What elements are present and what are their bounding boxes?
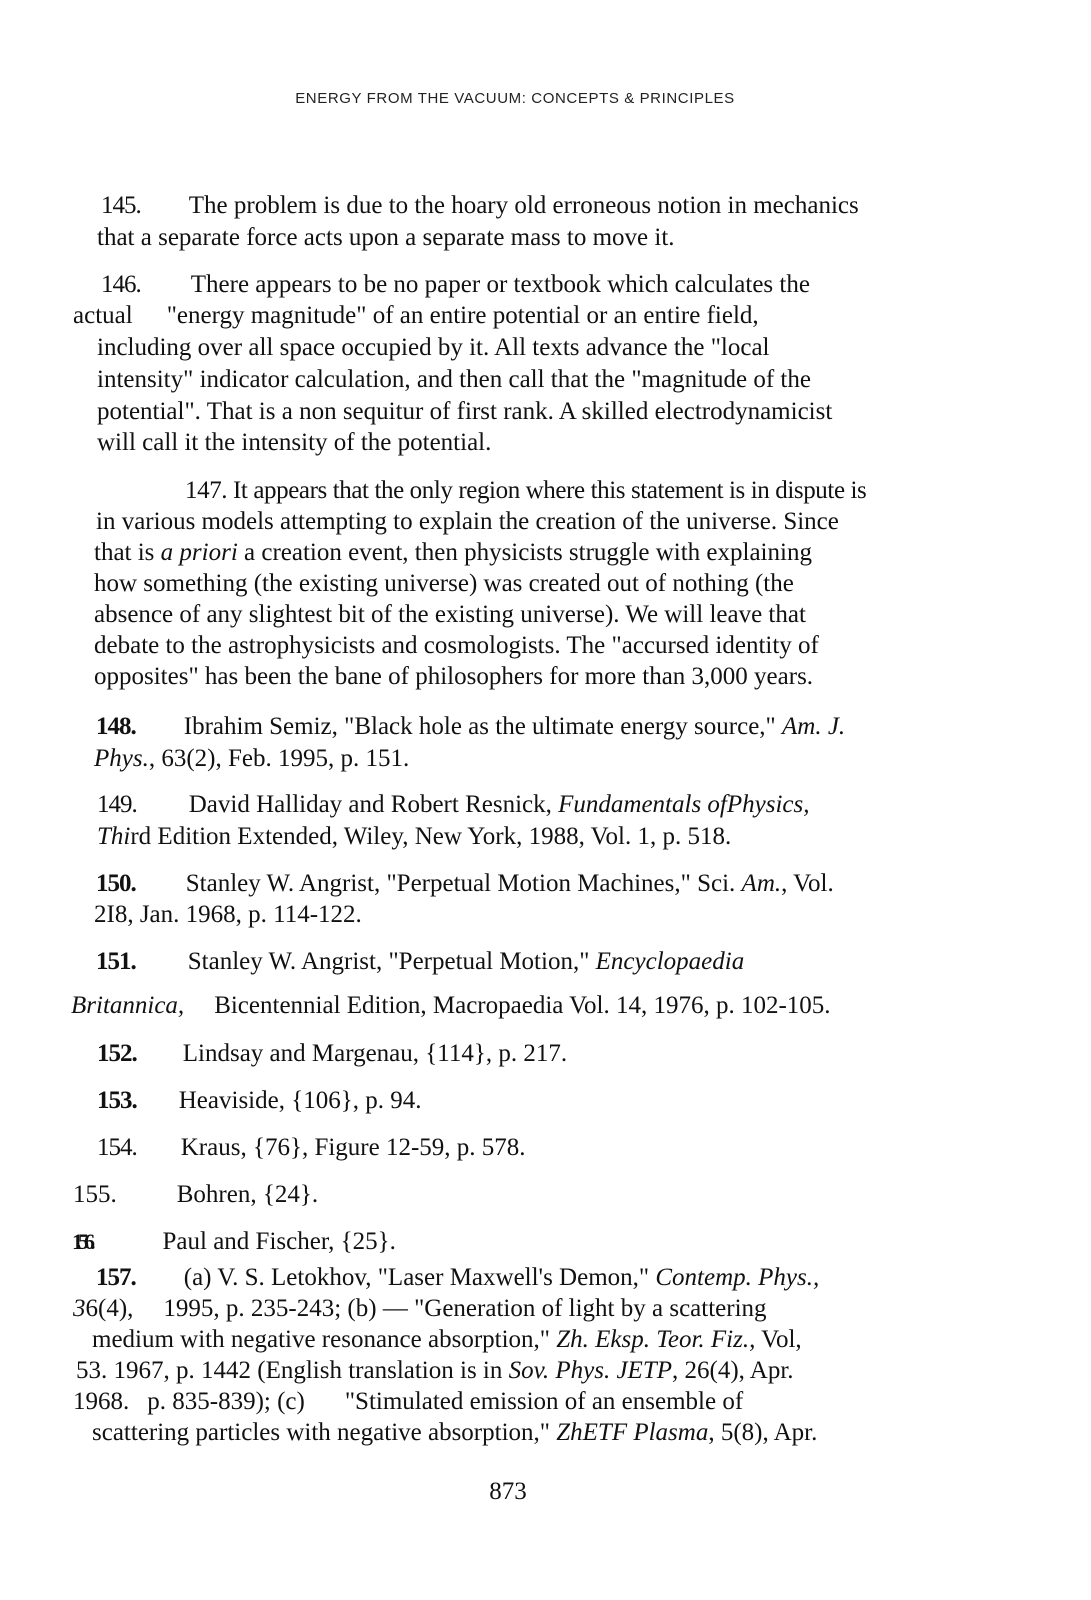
note-147-line-4: how something (the existing universe) was created out of nothing (the [94,570,794,597]
note-text: Vol, [755,1326,802,1353]
note-147-line-1: 147. It appears that the only region where this statement is in dispute is [185,477,867,504]
note-text: The problem is due to the hoary old erroneous notion in mechanics [188,192,859,219]
note-number: 145. [101,192,141,219]
note-148-line-1 [96,712,845,742]
note-147-line-7: opposites" has been the bane of philosophers for more than 3,000 years. [94,663,814,690]
note-number: 146. [101,271,141,298]
note-text-italic: Britannica, [71,992,185,1019]
note-text-italic: Am. J. [782,713,846,740]
note-150-line-2: 2I8, Jan. 1968, p. 114-122. [94,901,362,928]
note-text-italic: Encyclopaedia [595,948,745,975]
note-text: , Vol. [781,870,834,897]
note-text: (a) V. S. Letokhov, "Laser Maxwell's Demon," [183,1264,656,1291]
note-text-italic: Fundamentals ofPhysics, [558,791,810,818]
note-146-line-2 [73,301,759,331]
note-157-line-5 [73,1387,743,1417]
note-number: 153. [97,1087,137,1114]
note-text: David Halliday and Robert Resnick, [188,791,559,818]
note-number: 157. [96,1264,136,1291]
note-151-line-1 [96,947,744,977]
note-155 [73,1180,318,1210]
note-text: Bicentennial Edition, Macropaedia Vol. 14, 1976, p. 102-105. [214,992,831,1019]
note-text-italic: ZhETF Plasma [556,1419,709,1446]
note-149-line-1 [97,790,809,820]
note-157-line-6 [92,1418,817,1448]
note-151-line-2 [71,991,831,1021]
note-text: "Stimulated emission of an ensemble of [344,1388,744,1415]
note-147-line-3 [94,538,812,568]
note-146-line-5: potential". That is a non sequitur of first rank. A skilled electrodynamicist [97,398,833,425]
note-156 [72,1227,396,1257]
note-text: , 63(2), Feb. 1995, p. 151. [148,745,410,772]
note-145-line-2: that a separate force acts upon a separate mass to move it. [97,224,675,251]
note-text: Kraus, {76}, Figure 12-59, p. 578. [180,1134,526,1161]
note-text-italic: Contemp. Phys., [655,1264,820,1291]
note-text: 53. 1967, p. 1442 (English translation is in [76,1357,509,1384]
note-157-line-2 [73,1294,767,1324]
note-number: 155. [73,1181,117,1208]
note-text-italic: Am. [741,870,782,897]
note-number: 148. [96,713,136,740]
note-text: 6(4), [85,1295,134,1322]
note-number: 149. [97,791,137,818]
note-text: rd Edition Extended, Wiley, New York, 1988, Vol. 1, p. 518. [130,823,732,850]
note-157-line-4 [76,1356,794,1386]
note-text: scattering particles with negative absorption," [92,1419,557,1446]
note-text-italic: a priori [160,539,238,566]
note-150-line-1 [96,869,834,899]
note-152 [97,1039,567,1069]
note-text: Bohren, {24}. [176,1181,319,1208]
note-147-line-6: debate to the astrophysicists and cosmologists. The "accursed identity of [94,632,819,659]
note-147-line-5: absence of any slightest bit of the existing universe). We will leave that [94,601,806,628]
note-text: a creation event, then physicists struggle with explaining [237,539,812,566]
note-text: that is [94,539,161,566]
note-text: medium with negative resonance absorption," [92,1326,557,1353]
note-146-line-4: intensity" indicator calculation, and then call that the "magnitude of the [97,366,811,393]
running-header: ENERGY FROM THE VACUUM: CONCEPTS & PRINCIPLES [295,90,735,107]
note-number: 152. [97,1040,137,1067]
note-153 [97,1086,421,1116]
note-number: 150. [96,870,136,897]
note-text-italic: Phys. [94,745,149,772]
note-text-italic: 3 [73,1295,86,1322]
note-text: Lindsay and Margenau, {114}, p. 217. [182,1040,568,1067]
note-text: , 26(4), Apr. [672,1357,794,1384]
note-text: , 5(8), Apr. [708,1419,818,1446]
note-text: There appears to be no paper or textbook which calculates the [190,271,810,298]
note-text: Stanley W. Angrist, "Perpetual Motion," [187,948,596,975]
note-146-line-1 [101,270,810,300]
note-text: actual [73,302,133,329]
note-147-line-2: in various models attempting to explain the creation of the universe. Since [96,508,839,535]
note-number: 156. [72,1229,91,1254]
note-148-line-2 [94,744,409,774]
note-text-italic: Sov. Phys. JETP [508,1357,673,1384]
page-number: 873 [489,1478,527,1505]
note-text: Stanley W. Angrist, "Perpetual Motion Machines," Sci. [185,870,742,897]
note-146-line-3: including over all space occupied by it. All texts advance the "local [97,334,770,361]
note-154 [97,1133,526,1163]
note-text: "energy magnitude" of an entire potential or an entire field, [166,302,759,329]
note-text: 1968. [73,1388,130,1415]
note-149-line-2 [97,822,731,852]
note-number: 151. [96,948,136,975]
note-number: 154. [97,1134,137,1161]
note-text: 1995, p. 235-243; (b) — "Generation of light by a scattering [163,1295,767,1322]
note-157-line-1 [96,1263,819,1293]
note-157-line-3 [92,1325,802,1355]
note-text-italic: Zh. Eksp. Teor. Fiz., [556,1326,756,1353]
note-text: p. 835-839); (c) [147,1388,305,1415]
note-145-line-1 [101,191,859,221]
note-text-italic: Thi [97,823,131,850]
note-146-line-6: will call it the intensity of the potential. [97,429,492,456]
note-text: Paul and Fischer, {25}. [162,1228,396,1255]
note-text: Ibrahim Semiz, "Black hole as the ultimate energy source," [183,713,782,740]
note-text: Heaviside, {106}, p. 94. [178,1087,422,1114]
